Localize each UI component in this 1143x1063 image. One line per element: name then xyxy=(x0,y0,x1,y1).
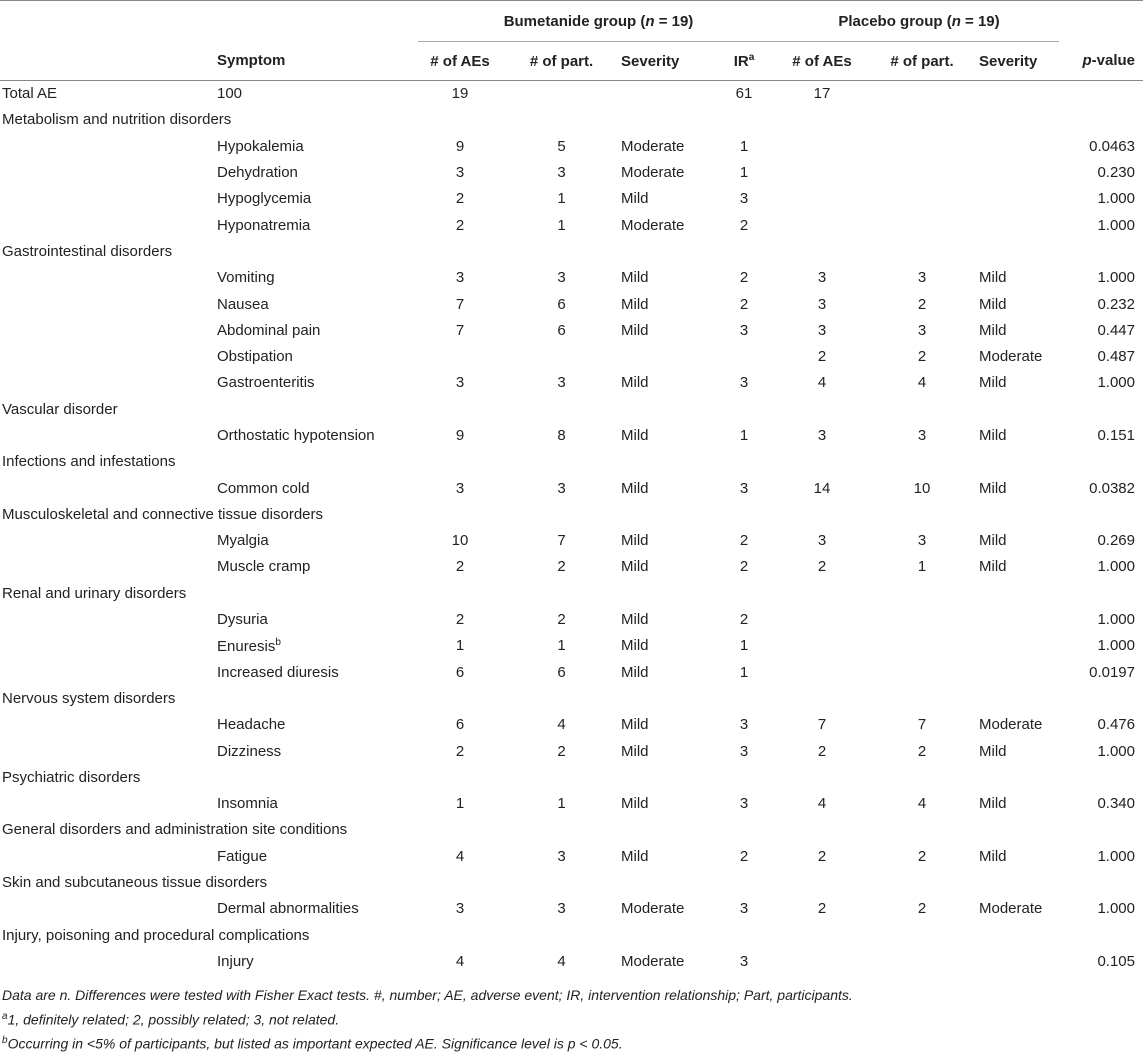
aes-placebo-cell xyxy=(779,186,865,212)
severity-placebo-cell xyxy=(979,659,1059,685)
aes-placebo-cell: 3 xyxy=(817,427,827,444)
aes-bumetanide-cell: 3 xyxy=(455,479,465,497)
severity-placebo-cell: Mild xyxy=(979,558,1007,576)
aes-placebo-cell xyxy=(779,659,865,685)
aes-placebo-cell: 2 xyxy=(817,742,827,760)
indent-cell xyxy=(0,475,213,501)
symptom-cell: Headache xyxy=(217,716,286,734)
part-placebo-cell: 3 xyxy=(917,321,927,339)
part-placebo-cell: 2 xyxy=(917,742,927,760)
indent-cell xyxy=(0,606,213,632)
ir-cell: 1 xyxy=(739,164,749,182)
symptom-cell: Injury xyxy=(217,952,254,970)
table-row xyxy=(0,186,1143,212)
category-label: Injury, poisoning and procedural complications xyxy=(2,926,310,944)
aes-placebo-cell: 3 xyxy=(817,295,827,313)
col-ir: $IR^a$ xyxy=(733,52,755,70)
aes-bumetanide-cell: 4 xyxy=(455,847,465,865)
indent-cell xyxy=(0,554,213,580)
indent-cell xyxy=(0,843,213,869)
pvalue-cell: 0.230 xyxy=(1097,164,1135,182)
severity-bumetanide-cell: Moderate xyxy=(621,952,685,970)
part-placebo-cell: 4 xyxy=(917,795,927,813)
category-row xyxy=(0,396,1143,422)
indent-cell xyxy=(0,896,213,922)
aes-bumetanide-cell: 2 xyxy=(455,611,465,629)
aes-bumetanide-cell: 1 xyxy=(455,795,465,813)
part-bumetanide-cell: 2 xyxy=(557,742,566,760)
severity-bumetanide-cell: Mild xyxy=(621,295,649,313)
ir-cell: 2 xyxy=(739,216,749,234)
col-part-bumetanide: # of part. xyxy=(529,52,594,70)
symptom-cell: Myalgia xyxy=(217,532,269,550)
category-label: Nervous system disorders xyxy=(2,689,176,707)
indent-cell xyxy=(0,317,213,343)
severity-placebo-cell: Mild xyxy=(979,269,1007,287)
col-aes-placebo: # of AEs xyxy=(792,52,852,70)
pvalue-cell: 1.000 xyxy=(1097,269,1135,287)
severity-bumetanide-cell: Mild xyxy=(621,269,649,287)
aes-placebo-cell: 4 xyxy=(817,795,827,813)
part-bumetanide-cell: 1 xyxy=(557,216,566,234)
pvalue-cell: 0.340 xyxy=(1097,795,1135,813)
pvalue-cell: 0.0382 xyxy=(1089,479,1135,497)
table-row xyxy=(0,370,1143,396)
table-row xyxy=(0,212,1143,238)
indent-cell xyxy=(0,791,213,817)
severity-placebo-cell xyxy=(979,159,1059,185)
severity-bumetanide-cell xyxy=(621,343,709,369)
aes-placebo-cell xyxy=(779,159,865,185)
aes-placebo-cell: 4 xyxy=(817,374,827,392)
part-bumetanide-cell: 2 xyxy=(557,558,566,576)
indent-cell xyxy=(0,659,213,685)
category-label: Infections and infestations xyxy=(2,453,176,471)
table-row xyxy=(0,133,1143,159)
table-row xyxy=(0,159,1143,185)
category-label: Gastrointestinal disorders xyxy=(2,242,173,260)
ir-cell: 3 xyxy=(739,190,749,208)
severity-placebo-cell: Mild xyxy=(979,479,1007,497)
symptom-cell: Obstipation xyxy=(217,348,293,366)
category-label: General disorders and administration site conditions xyxy=(2,821,348,839)
category-row xyxy=(0,685,1143,711)
aes-placebo-cell: 7 xyxy=(817,716,827,734)
total-label: Total AE xyxy=(2,85,58,103)
severity-placebo-cell: Moderate xyxy=(979,900,1043,918)
table-row xyxy=(0,633,1143,659)
part-placebo-cell: 4 xyxy=(917,374,927,392)
ir-cell: 2 xyxy=(739,295,749,313)
col-severity-bumetanide: Severity xyxy=(621,52,680,70)
ir-cell: 3 xyxy=(739,374,749,392)
category-row xyxy=(0,580,1143,606)
indent-cell xyxy=(0,370,213,396)
severity-placebo-cell: Mild xyxy=(979,795,1007,813)
col-pvalue: p-value xyxy=(1082,52,1135,70)
indent-cell xyxy=(0,159,213,185)
severity-bumetanide-cell: Mild xyxy=(621,637,649,655)
symptom-cell: Hypokalemia xyxy=(217,137,304,155)
category-row xyxy=(0,869,1143,895)
indent-cell xyxy=(0,133,213,159)
table-row xyxy=(0,896,1143,922)
severity-bumetanide-cell: Mild xyxy=(621,847,649,865)
severity-bumetanide-cell: Mild xyxy=(621,479,649,497)
part-placebo-cell: 1 xyxy=(917,558,927,576)
part-bumetanide-cell: 3 xyxy=(557,164,566,182)
part-bumetanide-cell: 4 xyxy=(557,716,566,734)
category-label: Psychiatric disorders xyxy=(2,768,141,786)
severity-placebo-cell: Mild xyxy=(979,427,1007,444)
part-bumetanide-cell: 2 xyxy=(557,611,566,629)
severity-placebo-cell: Mild xyxy=(979,847,1007,865)
col-symptom: Symptom xyxy=(217,52,286,70)
category-row xyxy=(0,922,1143,948)
severity-bumetanide-cell: Mild xyxy=(621,427,649,444)
indent-cell xyxy=(0,948,213,974)
table-row xyxy=(0,528,1143,554)
symptom-cell: Abdominal pain xyxy=(217,321,321,339)
severity-bumetanide-cell: Mild xyxy=(621,795,649,813)
ir-cell: 2 xyxy=(739,558,749,576)
part-placebo-cell: 3 xyxy=(917,427,927,444)
pvalue-cell: 1.000 xyxy=(1097,847,1135,865)
part-bumetanide-cell: 4 xyxy=(557,952,566,970)
severity-bumetanide-cell: Mild xyxy=(621,374,649,392)
table-row xyxy=(0,791,1143,817)
table-row xyxy=(0,554,1143,580)
part-bumetanide-cell: 7 xyxy=(557,532,566,550)
aes-bumetanide-cell: 2 xyxy=(455,216,465,234)
part-bumetanide-cell xyxy=(502,343,621,369)
aes-placebo-cell: 2 xyxy=(817,900,827,918)
total-aes-bumetanide: 19 xyxy=(451,85,469,103)
symptom-cell: Dysuria xyxy=(217,611,268,629)
aes-placebo-cell: 2 xyxy=(817,348,827,366)
pvalue-cell: 0.0197 xyxy=(1089,663,1135,681)
ir-cell: 3 xyxy=(739,952,749,970)
part-placebo-cell: 2 xyxy=(917,847,927,865)
severity-placebo-cell: Mild xyxy=(979,295,1007,313)
indent-cell xyxy=(0,291,213,317)
header-row-groups xyxy=(0,1,1143,42)
part-placebo-cell: 3 xyxy=(917,269,927,287)
total-row xyxy=(0,81,1143,107)
aes-bumetanide-cell: 3 xyxy=(455,269,465,287)
severity-bumetanide-cell: Mild xyxy=(621,663,649,681)
part-bumetanide-cell: 6 xyxy=(557,663,566,681)
part-bumetanide-cell: 6 xyxy=(557,321,566,339)
indent-cell xyxy=(0,712,213,738)
severity-placebo-cell xyxy=(979,606,1059,632)
table-row xyxy=(0,738,1143,764)
pvalue-cell: 0.269 xyxy=(1097,532,1135,550)
aes-bumetanide-cell: 9 xyxy=(455,137,465,155)
symptom-cell: Fatigue xyxy=(217,847,268,865)
severity-bumetanide-cell: Mild xyxy=(621,321,649,339)
severity-bumetanide-cell: Moderate xyxy=(621,900,685,918)
footnote-1: Data are n. Differences were tested with Fisher Exact tests. #, number; AE, adverse event; IR, intervention relationship; Part, participants. xyxy=(2,986,853,1003)
pvalue-cell: 0.487 xyxy=(1097,348,1135,366)
indent-cell xyxy=(0,186,213,212)
part-placebo-cell xyxy=(865,186,979,212)
part-bumetanide-cell: 3 xyxy=(557,900,566,918)
symptom-cell: Orthostatic hypotension xyxy=(217,427,375,444)
aes-bumetanide-cell xyxy=(418,343,502,369)
part-bumetanide-cell: 3 xyxy=(557,479,566,497)
pvalue-cell: 1.000 xyxy=(1097,558,1135,576)
symptom-cell: Vomiting xyxy=(217,269,275,287)
total-ir: 61 xyxy=(735,85,753,103)
col-aes-bumetanide: # of AEs xyxy=(430,52,490,70)
severity-bumetanide-cell: Mild xyxy=(621,558,649,576)
bumetanide-group-header: Bumetanide group (n = 19) xyxy=(418,1,779,42)
part-bumetanide-cell: 1 xyxy=(557,795,566,813)
aes-placebo-cell: 2 xyxy=(817,558,827,576)
pvalue-cell: 1.000 xyxy=(1097,900,1135,918)
part-placebo-cell: 3 xyxy=(917,532,927,550)
table-row xyxy=(0,659,1143,685)
symptom-cell: Enuresis$^b$ xyxy=(217,636,281,655)
part-placebo-cell xyxy=(865,159,979,185)
part-bumetanide-cell: 8 xyxy=(557,427,566,444)
category-label: Metabolism and nutrition disorders xyxy=(2,111,232,129)
part-bumetanide-cell: 1 xyxy=(557,190,566,208)
pvalue-cell: 1.000 xyxy=(1097,374,1135,392)
aes-placebo-cell: 3 xyxy=(817,532,827,550)
category-label: Musculoskeletal and connective tissue disorders xyxy=(2,505,323,523)
indent-cell xyxy=(0,528,213,554)
part-placebo-cell xyxy=(865,948,979,974)
part-placebo-cell xyxy=(865,133,979,159)
severity-bumetanide-cell: Mild xyxy=(621,716,649,734)
pvalue-cell: 0.447 xyxy=(1097,321,1135,339)
pvalue-cell: 0.232 xyxy=(1097,295,1135,313)
aes-bumetanide-cell: 6 xyxy=(455,716,465,734)
table-body xyxy=(0,81,1143,975)
severity-bumetanide-cell: Mild xyxy=(621,532,649,550)
category-row xyxy=(0,501,1143,527)
category-row xyxy=(0,817,1143,843)
category-row xyxy=(0,238,1143,264)
ir-cell: 1 xyxy=(739,637,749,655)
severity-placebo-cell: Mild xyxy=(979,374,1007,392)
aes-bumetanide-cell: 3 xyxy=(455,374,465,392)
footnote-b: $^b$Occurring in <5% of participants, but listed as important expected AE. Significance level is p < 0.05. xyxy=(2,1035,623,1052)
table-row xyxy=(0,317,1143,343)
indent-cell xyxy=(0,212,213,238)
aes-bumetanide-cell: 3 xyxy=(455,900,465,918)
aes-bumetanide-cell: 6 xyxy=(455,663,465,681)
indent-cell xyxy=(0,738,213,764)
category-row xyxy=(0,449,1143,475)
severity-placebo-cell xyxy=(979,633,1059,659)
ir-cell: 3 xyxy=(739,479,749,497)
severity-placebo-cell: Moderate xyxy=(979,716,1043,734)
part-placebo-cell: 10 xyxy=(913,479,931,497)
indent-cell xyxy=(0,343,213,369)
severity-placebo-cell: Moderate xyxy=(979,348,1043,366)
aes-placebo-cell: 2 xyxy=(817,847,827,865)
aes-placebo-cell: 14 xyxy=(813,479,831,497)
table-row xyxy=(0,843,1143,869)
part-bumetanide-cell: 3 xyxy=(557,269,566,287)
part-placebo-cell: 2 xyxy=(917,348,927,366)
severity-bumetanide-cell: Moderate xyxy=(621,164,685,182)
symptom-cell: Dizziness xyxy=(217,742,282,760)
category-label: Renal and urinary disorders xyxy=(2,584,187,602)
severity-placebo-cell: Mild xyxy=(979,742,1007,760)
footnote-a: $^a$1, definitely related; 2, possibly related; 3, not related. xyxy=(2,1010,340,1028)
symptom-cell: Dermal abnormalities xyxy=(217,900,359,918)
pvalue-cell: 1.000 xyxy=(1097,216,1135,234)
aes-placebo-cell xyxy=(779,212,865,238)
symptom-cell: Common cold xyxy=(217,479,310,497)
severity-bumetanide-cell: Mild xyxy=(621,190,649,208)
pvalue-cell: 0.105 xyxy=(1097,952,1135,970)
category-label: Vascular disorder xyxy=(2,400,118,418)
symptom-cell: Muscle cramp xyxy=(217,558,311,576)
severity-placebo-cell: Mild xyxy=(979,321,1007,339)
total-symptom-count: 100 xyxy=(217,85,243,103)
severity-placebo-cell xyxy=(979,948,1059,974)
col-severity-placebo: Severity xyxy=(979,52,1038,70)
symptom-cell: Dehydration xyxy=(217,164,298,182)
ir-cell: 2 xyxy=(739,532,749,550)
ir-cell: 3 xyxy=(739,742,749,760)
symptom-cell: Gastroenteritis xyxy=(217,374,315,392)
aes-bumetanide-cell: 7 xyxy=(455,321,465,339)
table-row xyxy=(0,265,1143,291)
table-row xyxy=(0,606,1143,632)
severity-bumetanide-cell: Moderate xyxy=(621,137,685,155)
severity-placebo-cell: Mild xyxy=(979,532,1007,550)
ir-cell: 3 xyxy=(739,321,749,339)
table-footnotes xyxy=(0,985,1143,1055)
pvalue-cell: 1.000 xyxy=(1097,637,1135,655)
category-row xyxy=(0,107,1143,133)
aes-placebo-cell xyxy=(779,133,865,159)
aes-bumetanide-cell: 1 xyxy=(455,637,465,655)
aes-bumetanide-cell: 2 xyxy=(455,742,465,760)
part-bumetanide-cell: 1 xyxy=(557,637,566,655)
aes-bumetanide-cell: 4 xyxy=(455,952,465,970)
table-row xyxy=(0,475,1143,501)
aes-bumetanide-cell: 3 xyxy=(455,164,465,182)
table-row xyxy=(0,291,1143,317)
ir-cell: 2 xyxy=(739,269,749,287)
symptom-cell: Insomnia xyxy=(217,795,278,813)
table-row xyxy=(0,948,1143,974)
ir-cell xyxy=(709,343,779,369)
aes-placebo-cell: 3 xyxy=(817,269,827,287)
ir-cell: 3 xyxy=(739,900,749,918)
ir-cell: 1 xyxy=(739,427,749,444)
ir-cell: 2 xyxy=(739,611,749,629)
part-placebo-cell xyxy=(865,606,979,632)
indent-cell xyxy=(0,422,213,448)
table-row xyxy=(0,343,1143,369)
severity-bumetanide-cell: Moderate xyxy=(621,216,685,234)
aes-bumetanide-cell: 7 xyxy=(455,295,465,313)
severity-placebo-cell xyxy=(979,212,1059,238)
part-placebo-cell: 7 xyxy=(917,716,927,734)
pvalue-cell: 1.000 xyxy=(1097,190,1135,208)
part-bumetanide-cell: 6 xyxy=(557,295,566,313)
part-placebo-cell xyxy=(865,659,979,685)
part-placebo-cell xyxy=(865,633,979,659)
symptom-cell: Hypoglycemia xyxy=(217,190,312,208)
category-label: Skin and subcutaneous tissue disorders xyxy=(2,874,268,892)
aes-placebo-cell xyxy=(779,606,865,632)
indent-cell xyxy=(0,265,213,291)
part-bumetanide-cell: 5 xyxy=(557,137,566,155)
part-placebo-cell xyxy=(865,212,979,238)
pvalue-cell: 0.151 xyxy=(1097,427,1135,444)
symptom-cell: Increased diuresis xyxy=(217,663,339,681)
indent-cell xyxy=(0,633,213,659)
severity-placebo-cell xyxy=(979,133,1059,159)
aes-bumetanide-cell: 9 xyxy=(455,427,465,444)
severity-bumetanide-cell: Mild xyxy=(621,611,649,629)
table-row xyxy=(0,422,1143,448)
pvalue-cell: 1.000 xyxy=(1097,742,1135,760)
ir-cell: 1 xyxy=(739,137,749,155)
ir-cell: 1 xyxy=(739,663,749,681)
placebo-group-header: Placebo group (n = 19) xyxy=(779,1,1059,42)
aes-bumetanide-cell: 2 xyxy=(455,190,465,208)
symptom-cell: Hyponatremia xyxy=(217,216,311,234)
part-placebo-cell: 2 xyxy=(917,295,927,313)
table-row xyxy=(0,712,1143,738)
ir-cell: 3 xyxy=(739,795,749,813)
ir-cell: 2 xyxy=(739,847,749,865)
col-part-placebo: # of part. xyxy=(890,52,954,70)
category-row xyxy=(0,764,1143,790)
part-placebo-cell: 2 xyxy=(917,900,927,918)
severity-placebo-cell xyxy=(979,186,1059,212)
aes-bumetanide-cell: 2 xyxy=(455,558,465,576)
header-row-columns xyxy=(0,42,1143,81)
ir-cell: 3 xyxy=(739,716,749,734)
pvalue-cell: 0.0463 xyxy=(1089,137,1135,155)
aes-placebo-cell xyxy=(779,948,865,974)
pvalue-cell: 0.476 xyxy=(1097,716,1135,734)
aes-placebo-cell: 3 xyxy=(817,321,827,339)
symptom-cell: Nausea xyxy=(217,295,269,313)
pvalue-cell: 1.000 xyxy=(1097,611,1135,629)
part-bumetanide-cell: 3 xyxy=(557,847,566,865)
severity-bumetanide-cell: Mild xyxy=(621,742,649,760)
part-bumetanide-cell: 3 xyxy=(557,374,566,392)
aes-bumetanide-cell: 10 xyxy=(451,532,469,550)
total-aes-placebo: 17 xyxy=(813,85,831,103)
aes-placebo-cell xyxy=(779,633,865,659)
